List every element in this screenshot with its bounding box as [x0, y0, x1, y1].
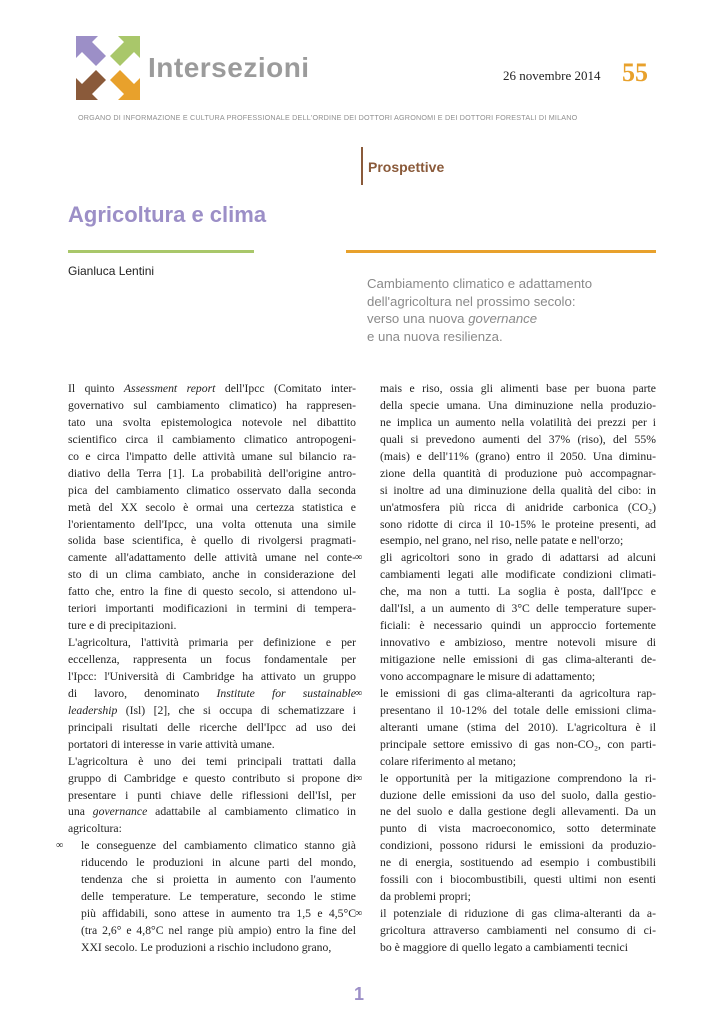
article-title: Agricoltura e clima: [68, 202, 267, 227]
paragraph: [68, 635, 356, 754]
text-line: di lavoro, denominato Institute for sustainable: [68, 686, 356, 700]
title-rule: [68, 250, 254, 253]
text-line: gricoltura attraverso cambiamenti nel consumo di ci-: [380, 924, 656, 937]
issue-date: 26 novembre 2014: [503, 68, 601, 83]
text-line: cambiamenti legati alle modificate condizioni climati-: [380, 568, 656, 582]
text-line: tato una svolta epistemologica notevole nel dibattito: [68, 415, 356, 429]
text-line: portatori di interesse in varie attività umane.: [68, 737, 275, 751]
text-line: principale settore emissivo di gas non-CO₂, con parti-: [380, 737, 656, 751]
paragraph: [68, 754, 356, 839]
text-line: le emissioni di gas clima-alteranti da agricoltura rap-: [380, 686, 656, 700]
text-line: dall'Isl, a un aumento di 3°C delle temperature super-: [380, 602, 656, 616]
text-line: XXI secolo. Le produzioni a rischio includono grano,: [81, 940, 332, 954]
paragraph: [68, 381, 356, 635]
issue-number: 55: [622, 58, 648, 87]
bullet-item: [56, 838, 356, 957]
text-line: principali risultati delle ricerche dell'Ipcc ad uso dei: [68, 720, 356, 734]
bullet-icon: ∞: [355, 908, 363, 920]
text-line: un'atmosfera più ricca di anidride carbonica (CO₂): [380, 500, 656, 514]
text-line: presentare i punti chiave delle riflessioni dell'Isl, per: [68, 788, 356, 802]
bullet-icon: ∞: [355, 772, 363, 784]
bullet-item: [355, 550, 656, 686]
bullet-icon: ∞: [355, 687, 363, 699]
lede-line: Cambiamento climatico e adattamento: [367, 276, 593, 291]
text-line: sto di un clima cambiato, anche in considerazione del: [68, 568, 356, 582]
lede-rule: [346, 250, 656, 253]
text-line: riducendo le produzioni in alcune parti del mondo,: [81, 856, 356, 870]
text-line: che, ma non a tutti. La soglia è posta, dall'Ipcc e: [380, 585, 656, 599]
text-line: mitigazione nelle emissioni di gas clima-alteranti de-: [380, 653, 656, 666]
section-label: Prospettive: [368, 159, 445, 175]
text-line: esempio, nel grano, nel riso, nelle patate e nell'orzo;: [380, 534, 624, 548]
bullet-icon: ∞: [56, 840, 64, 852]
text-line: Il quinto Assessment report dell'Ipcc (Comitato inter-: [68, 382, 356, 395]
text-line: ture e di precipitazioni.: [68, 619, 177, 633]
text-line: l'orientamento dell'Ipcc, una volta ottenuta una simile: [68, 517, 356, 531]
bullet-item: [355, 771, 656, 907]
text-line: quali si prevedono aumenti del 37% (riso), del 55%: [380, 432, 656, 446]
page-number: 1: [354, 984, 365, 1004]
text-line: teriori importanti modificazioni in termini di tempera-: [68, 602, 356, 616]
text-line: L'agricoltura, l'attività primaria per definizione e per: [68, 636, 356, 650]
text-line: camente all'adattamento delle attività umane nel conte-: [68, 551, 356, 565]
author-name: Gianluca Lentini: [68, 264, 155, 278]
text-line: L'agricoltura è uno dei temi principali trattati dalla: [68, 754, 356, 768]
text-line: agricoltura:: [68, 822, 122, 836]
text-line: ne del suolo e dalla gestione degli allevamenti. Da un: [380, 805, 656, 819]
text-line: (tra 2,6° e 4,8°C nel range più ampio) entro la fine del: [81, 924, 356, 937]
text-line: il potenziale di riduzione di gas clima-alteranti da a-: [380, 907, 656, 921]
text-line: duzione delle emissioni da uso del suolo, dalla gestio-: [380, 788, 656, 802]
body-column-right: [355, 381, 656, 957]
text-line: una governance adattabile al cambiamento climatico in: [68, 805, 356, 819]
text-line: leadership (Isl) [2], che si occupa di schematizzare i: [68, 703, 356, 717]
text-line: tendenza che si proietta in aumento con l'aumento: [81, 873, 356, 887]
lede-line: verso una nuova governance: [367, 311, 538, 326]
text-line: da problemi propri;: [380, 890, 471, 904]
section-marker: [361, 147, 363, 185]
masthead-title: Intersezioni: [148, 52, 310, 83]
text-line: diativo della Terra [1]. La probabilità dell'origine antro-: [68, 466, 356, 480]
text-line: l'Ipcc: l'Università di Cambridge ha attivato un gruppo: [68, 669, 356, 683]
masthead-subtitle: ORGANO DI INFORMAZIONE E CULTURA PROFESSIONALE DELL'ORDINE DEI DOTTORI AGRONOMI E DEI DOTTORI FORESTALI DI MILANO: [78, 113, 578, 122]
text-line: pica del cambiamento climatico osservato dalla seconda: [68, 483, 356, 497]
text-line: delle temperature. Le temperature, secondo le stime: [81, 890, 356, 904]
article-lede: [367, 275, 667, 345]
intersezioni-logo: [74, 34, 142, 102]
text-line: più affidabili, sono attese in aumento tra 1,5 e 4,5°C: [81, 907, 356, 921]
text-line: solida base scientifica, è quello di rivolgersi pragmati-: [68, 534, 356, 548]
text-line: le opportunità per la mitigazione comprendono la ri-: [380, 771, 656, 785]
text-line: mais e riso, ossia gli alimenti base per buona parte: [380, 382, 656, 395]
text-line: zione della quantità di produzione può accompagnar-: [380, 466, 656, 480]
text-line: si inoltre ad una diminuzione della qualità del cibo: in: [380, 483, 656, 497]
bullet-item: [355, 686, 656, 771]
text-line: bo è maggiore di quello legato a cambiamenti tecnici: [380, 940, 628, 954]
bullet-icon: ∞: [355, 552, 363, 564]
text-line: della specie umana. Una diminuzione nella produzio-: [380, 398, 656, 412]
text-line: sono ridotte di circa il 10-15% le proteine presenti, ad: [380, 517, 656, 531]
text-line: fossili con i biocombustibili, questi ultimi non esenti: [380, 873, 656, 887]
text-line: scientifico circa il cambiamento climatico antropogeni-: [68, 432, 356, 446]
lede-line: e una nuova resilienza.: [367, 328, 503, 344]
text-line: innovativo e ambizioso, mentre notevoli misure di: [380, 636, 656, 650]
body-column-left: [56, 381, 356, 957]
text-line: (mais) e dell'11% (grano) entro il 2050. Una diminu-: [380, 449, 656, 463]
text-line: fatto che, entro la fine di questo secolo, si attendono ul-: [68, 585, 356, 599]
text-line: gli agricoltori sono in grado di adattarsi ad alcuni: [380, 551, 656, 565]
text-line: ne di energia, sostituendo ad esempio i combustibili: [380, 856, 656, 870]
lede-line: dell'agricoltura nel prossimo secolo:: [367, 293, 576, 309]
text-line: presentano il 10-12% del totale delle emissioni clima-: [380, 703, 656, 717]
text-line: vono accompagnare le misure di adattamento;: [380, 669, 596, 683]
text-line: le conseguenze del cambiamento climatico stanno già: [81, 839, 356, 853]
text-line: metà del XX secolo è ormai una certezza statistica e: [68, 500, 356, 514]
text-line: punto di vista macroeconomico, sotto determinate: [380, 822, 656, 836]
text-line: condizioni, possono ridursi le emissioni da produzio-: [380, 839, 656, 853]
text-line: gruppo di Cambridge e questo contributo si propone di: [68, 771, 356, 785]
text-line: alteranti umane (stima del 2010). L'agricoltura è il: [380, 720, 656, 734]
text-line: ficiali: è necessario quindi un approccio fortemente: [380, 619, 656, 633]
text-line: governativo sul cambiamento climatico) ha rappresen-: [68, 398, 356, 412]
text-line: colare riferimento al metano;: [380, 754, 516, 768]
bullet-continuation: [367, 381, 656, 550]
text-line: ne implica un aumento nella volatilità dei prezzi per i: [380, 415, 656, 429]
text-line: co e circa l'impatto delle attività umane sul bilancio ra-: [68, 449, 356, 463]
text-line: eccellenza, rappresenta un focus fondamentale per: [68, 653, 356, 666]
bullet-item: [355, 906, 656, 957]
